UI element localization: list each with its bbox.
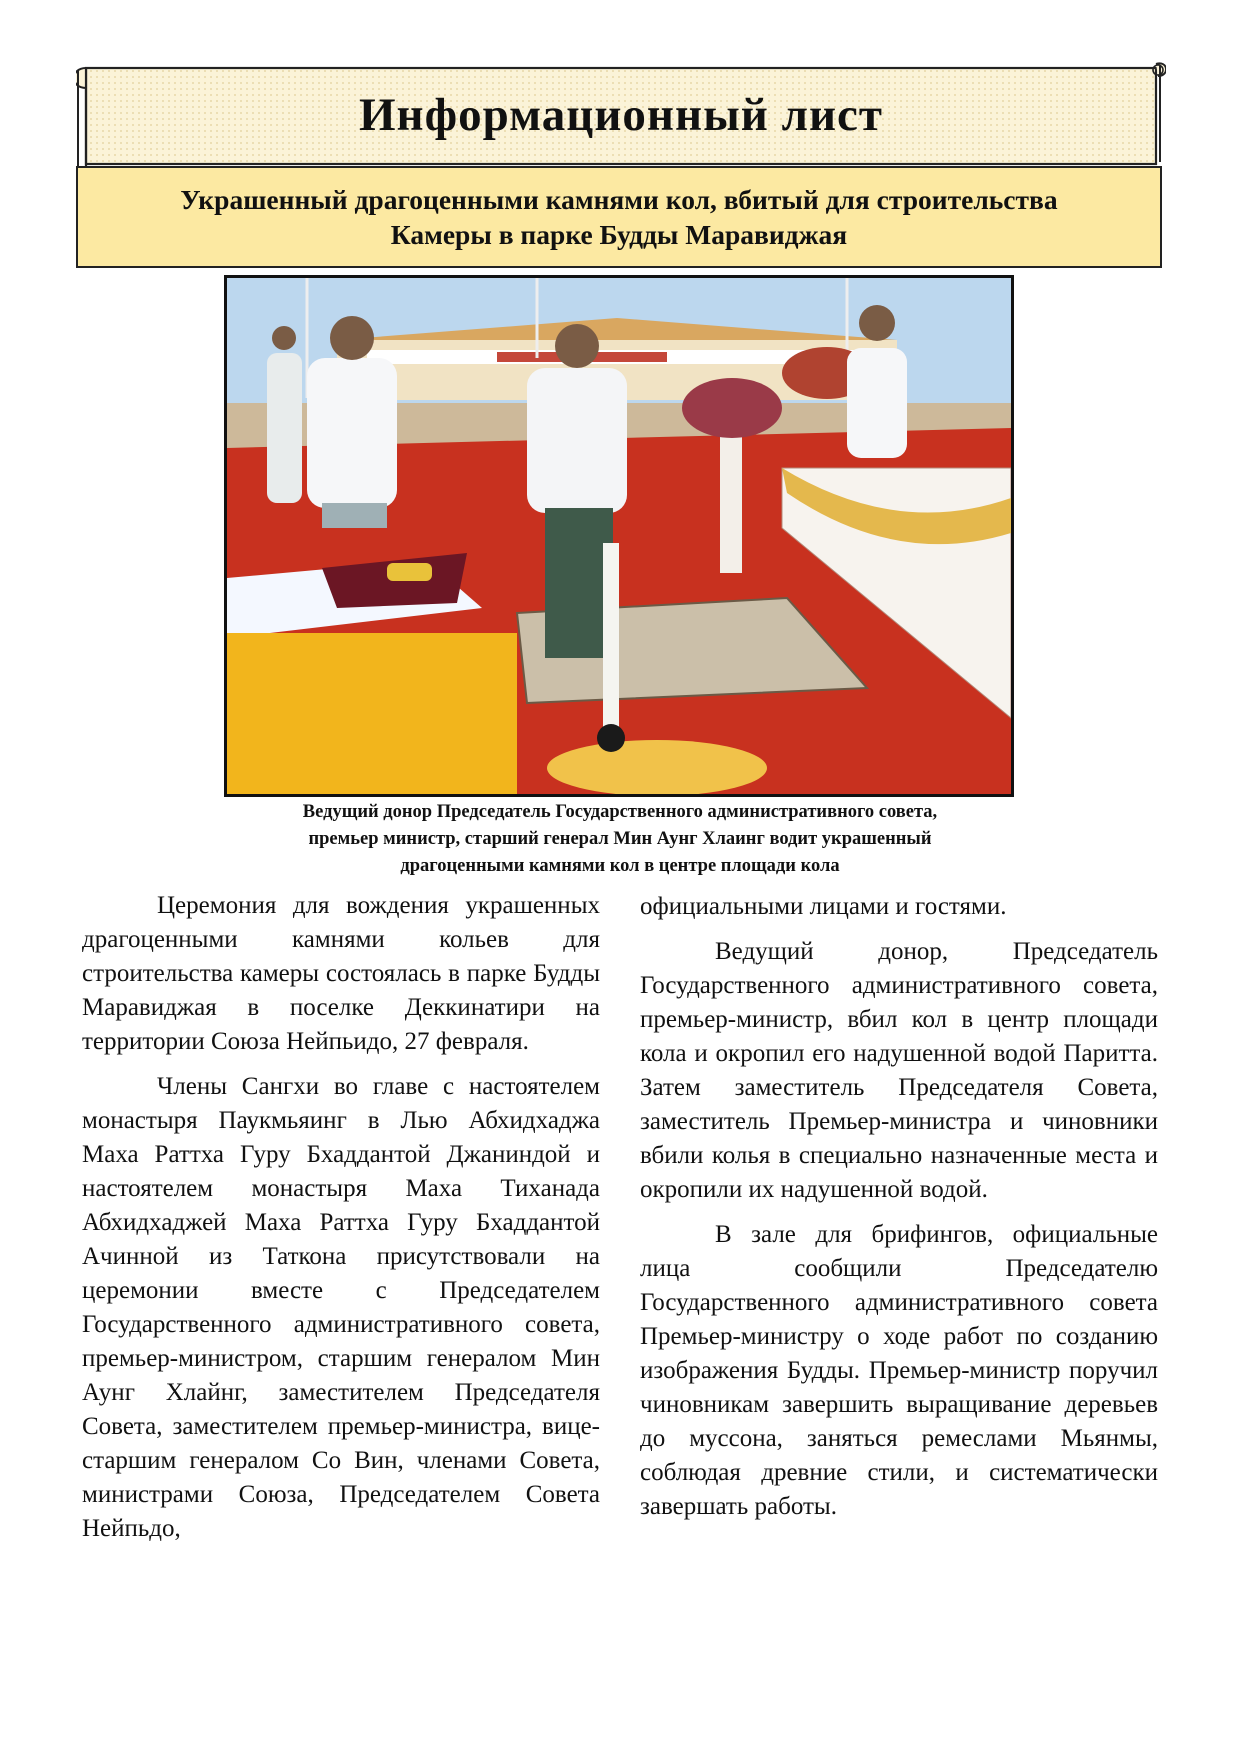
subtitle-box [76, 166, 1162, 268]
ceremony-photo [224, 275, 1014, 797]
page-title: Информационный лист [358, 89, 884, 141]
paragraph: В зале для брифингов, официальные лица сообщили Председателю Государственного административного совета Премьер-министру о ходе работ по созданию изображения Будды. Премьер-министр поручил чиновникам завершить выращивание деревьев до муссона, заняться ремеслами Мьянмы, соблюдая древние стили, и систематически завершать работы. [640, 1221, 1158, 1520]
paragraph: Церемония для вождения украшенных драгоценными камнями кольев для строительства камеры состоялась в парке Будды Маравиджая в поселке Деккинатири на территории Союза Нейпьидо, 27 февраля. [82, 892, 600, 1055]
paragraph: Члены Сангхи во главе с настоятелем монастыря Паукмьяинг в Лью Абхидхаджа Маха Раттха Гуру Бхаддантой Джаниндой и настоятелем монастыря Маха Тиханада Абхидхаджей Маха Раттха Гуру Бхаддантой Ачинной из Таткона присутствовали на церемонии вместе с Председателем Государственного административного совета, премьер-министром, старшим генералом Мин Аунг Хлайнг, заместителем Председателя Совета, заместителем премьер-министра, вице-старшим генералом Со Вин, членами Совета, министрами Союза, Председателем Совета Нейпьдо, [82, 1073, 600, 1542]
article-headline: Украшенный драгоценными камнями кол, вбитый для строительства Камеры в парке Будды Маравиджая [180, 184, 1058, 250]
title-scroll-banner [76, 62, 1166, 170]
paragraph: Ведущий донор, Председатель Государственного административного совета, премьер-министр, вбил кол в центр площади кола и окропил его надушенной водой Паритта. Затем заместитель Председателя Совета, заместитель Премьер-министра и чиновники вбили колья в специально назначенные места и окропили их надушенной водой. [640, 938, 1158, 1203]
photo-caption: Ведущий донор Председатель Государственного административного совета, премьер министр, старший генерал Мин Аунг Хлаинг водит украшенный драгоценными камнями кол в центре площади кола [302, 802, 938, 876]
paragraph-continuation: официальными лицами и гостями. [640, 893, 1007, 920]
article-column-right [640, 890, 1158, 1535]
ceremony-photo-illustration [227, 278, 1011, 794]
article-column-left [82, 889, 600, 1557]
